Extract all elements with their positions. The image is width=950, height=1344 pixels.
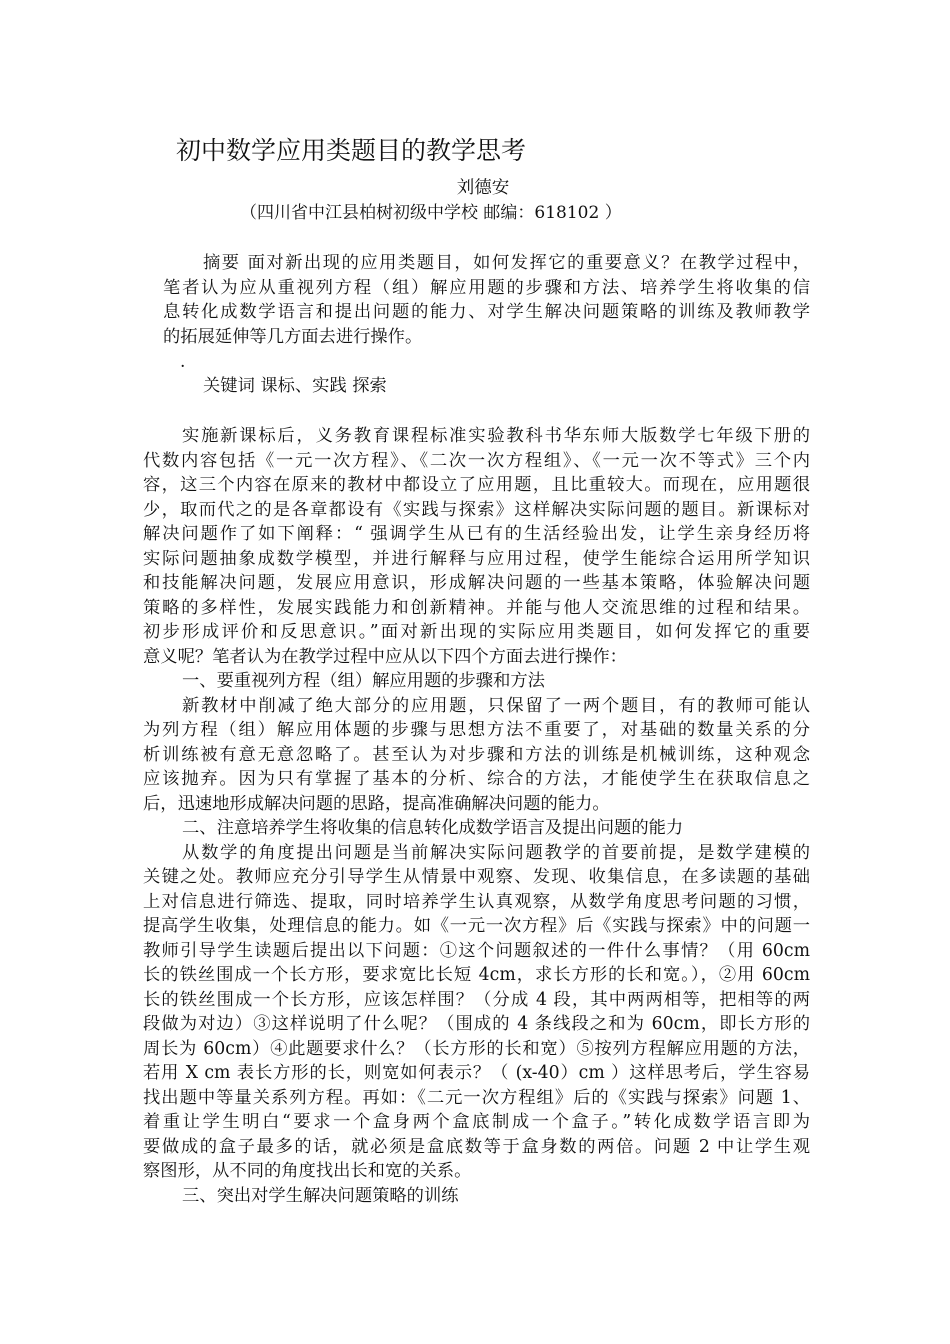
body-line: 初步形成评价和反思意识。”面对新出现的实际应用类题目，如何发挥它的重要 bbox=[143, 622, 810, 642]
body-line: 提高学生收集，处理信息的能力。如《一元一次方程》后《实践与探索》中的问题一 bbox=[143, 916, 810, 936]
body-line: 意义呢？笔者认为在教学过程中应从以下四个方面去进行操作： bbox=[143, 646, 627, 667]
body-line: 为列方程（组）解应用体题的步骤与思想方法不重要了，对基础的数量关系的分 bbox=[143, 720, 810, 740]
body-line: 长的铁丝围成一个长方形，要求宽比长短 4cm，求长方形的长和宽。），②用 60cm bbox=[143, 965, 810, 985]
author-name: 刘德安 bbox=[456, 178, 510, 198]
body-line: 析训练被有意无意忽略了。甚至认为对步骤和方法的训练是机械训练，这种观念 bbox=[143, 744, 810, 765]
section-heading-3: 三、突出对学生解决问题策略的训练 bbox=[182, 1185, 459, 1206]
keywords: 关键词 课标、实践 探索 bbox=[203, 376, 387, 396]
body-line: 策略的多样性，发展实践能力和创新精神。并能与他人交流思维的过程和结果。 bbox=[143, 597, 810, 618]
section-heading-2: 二、注意培养学生将收集的信息转化成数学语言及提出问题的能力 bbox=[182, 818, 684, 838]
abstract-line: 摘要 面对新出现的应用类题目，如何发挥它的重要意义？在教学过程中， bbox=[203, 253, 810, 273]
body-line: 察图形，从不同的角度找出长和宽的关系。 bbox=[143, 1161, 472, 1181]
body-line: 着重让学生明白“要求一个盒身两个盒底制成一个盒子。”转化成数学语言即为 bbox=[143, 1112, 810, 1132]
body-line: 从数学的角度提出问题是当前解决实际问题教学的首要前提，是数学建模的 bbox=[182, 842, 810, 863]
abstract-line: 的拓展延伸等几方面去进行操作。 bbox=[163, 326, 423, 347]
body-line: 实施新课标后，义务教育课程标准实验教科书华东师大版数学七年级下册的 bbox=[182, 426, 810, 446]
abstract-line: 息转化成数学语言和提出问题的能力、对学生解决问题策略的训练及教师教学 bbox=[163, 302, 810, 322]
body-line: 应该抛弃。因为只有掌握了基本的分析、综合的方法，才能使学生在获取信息之 bbox=[143, 769, 810, 789]
body-line: 若用 X cm 表长方形的长，则宽如何表示？（ (x-40）cm ）这样思考后，学生容易 bbox=[143, 1063, 810, 1083]
section-heading-1: 一、要重视列方程（组）解应用题的步骤和方法 bbox=[182, 671, 545, 691]
body-line: 解决问题作了如下阐释：“ 强调学生从已有的生活经验出发，让学生亲身经历将 bbox=[143, 524, 810, 544]
body-line: 上对信息进行筛选、提取，同时培养学生认真观察，从数学角度思考问题的习惯， bbox=[143, 891, 810, 912]
body-line: 容，这三个内容在原来的教材中都设立了应用题，且比重较大。而现在，应用题很 bbox=[143, 475, 810, 495]
abstract-line: 笔者认为应从重视列方程（组）解应用题的步骤和方法、培养学生将收集的信 bbox=[163, 277, 810, 298]
stray-dot: . bbox=[180, 352, 186, 372]
body-line: 关键之处。教师应充分引导学生从情景中观察、发现、收集信息，在多读题的基础 bbox=[143, 867, 810, 887]
body-line: 和技能解决问题，发展应用意识，形成解决问题的一些基本策略，体验解决问题 bbox=[143, 573, 810, 593]
body-line: 代数内容包括《一元一次方程》、《二次一次方程组》、《一元一次不等式》三个内 bbox=[143, 450, 810, 471]
body-line: 长的铁丝围成一个长方形，应该怎样围？（分成 4 段，其中两两相等，把相等的两 bbox=[143, 989, 810, 1010]
author-affiliation: （四川省中江县柏树初级中学校 邮编：618102 ） bbox=[240, 203, 622, 223]
body-line: 实际问题抽象成数学模型，并进行解释与应用过程，使学生能综合运用所学知识 bbox=[143, 548, 810, 569]
body-line: 找出题中等量关系列方程。再如：《二元一次方程组》后的《实践与探索》问题 1、 bbox=[143, 1087, 810, 1108]
body-line: 周长为 60cm）④此题要求什么？（长方形的长和宽）⑤按列方程解应用题的方法， bbox=[143, 1038, 810, 1059]
body-line: 要做成的盒子最多的话，就必须是盒底数等于盒身数的两倍。问题 2 中让学生观 bbox=[143, 1136, 810, 1157]
body-line: 新教材中削减了绝大部分的应用题，只保留了一两个题目，有的教师可能认 bbox=[182, 695, 810, 716]
body-line: 少，取而代之的是各章都设有《实践与探索》这样解决实际问题的题目。新课标对 bbox=[143, 499, 810, 520]
body-line: 后，迅速地形成解决问题的思路，提高准确解决问题的能力。 bbox=[143, 793, 610, 814]
document-title: 初中数学应用类题目的教学思考 bbox=[176, 136, 527, 165]
body-line: 段做为对边）③这样说明了什么呢？（围成的 4 条线段之和为 60cm，即长方形的 bbox=[143, 1014, 810, 1034]
body-line: 教师引导学生读题后提出以下问题：①这个问题叙述的一件什么事情？（用 60cm bbox=[143, 940, 810, 961]
